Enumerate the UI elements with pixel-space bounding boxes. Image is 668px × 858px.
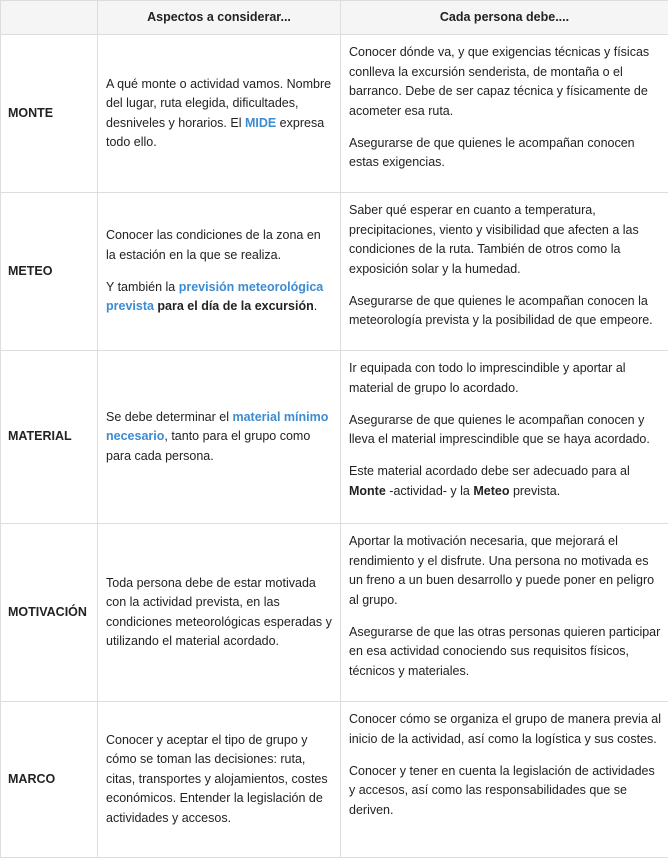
- aspect-cell-motivacion: Toda persona debe de estar motivada con la actividad prevista, en las condiciones meteorológicas esperadas y utilizando el material acordado.: [98, 524, 341, 702]
- aspect-paragraph: [106, 278, 333, 317]
- duty-cell-motivacion: [341, 524, 668, 702]
- table-row-monte: [1, 35, 668, 193]
- duty-paragraph: Conocer cómo se organiza el grupo de manera previa al inicio de la actividad, así como la logística y sus costes.: [349, 710, 661, 749]
- table-row-material: [1, 351, 668, 524]
- table-row-motivacion: [1, 524, 668, 702]
- aspect-cell-marco: Conocer y aceptar el tipo de grupo y cómo se toman las decisiones: ruta, citas, transportes y alojamientos, costes económicos. Entender la legislación de actividades y accesos.: [98, 702, 341, 858]
- weather-forecast-link[interactable]: previsión meteorológica prevista: [106, 280, 323, 314]
- table-header-row: [1, 1, 668, 35]
- aspect-text: , tanto para el grupo como para cada persona.: [106, 429, 310, 463]
- mide-link[interactable]: MIDE: [245, 116, 276, 130]
- row-label-monte: MONTE: [1, 35, 98, 193]
- duty-cell-meteo: [341, 193, 668, 351]
- aspect-cell-meteo: [98, 193, 341, 351]
- duty-paragraph: Conocer y tener en cuenta la legislación de actividades y accesos, así como las responsabilidades que se deriven.: [349, 762, 661, 821]
- aspect-cell-monte: [98, 35, 341, 193]
- duty-text: prevista.: [509, 484, 560, 498]
- duty-paragraph: Asegurarse de que quienes le acompañan conocen y lleva el material imprescindible que se haya acordado.: [349, 411, 661, 450]
- duty-text: Este material acordado debe ser adecuado para al: [349, 464, 630, 478]
- aspect-cell-material: [98, 351, 341, 524]
- duty-paragraph: [349, 462, 661, 501]
- duty-cell-monte: [341, 35, 668, 193]
- row-label-material: MATERIAL: [1, 351, 98, 524]
- duty-paragraph: Saber qué esperar en cuanto a temperatura, precipitaciones, viento y visibilidad que afecten a las condiciones de la ruta. También de otros como la exposición solar y la humedad.: [349, 201, 661, 279]
- duty-paragraph: Ir equipada con todo lo imprescindible y aportar al material de grupo lo acordado.: [349, 359, 661, 398]
- row-label-motivacion: MOTIVACIÓN: [1, 524, 98, 702]
- aspect-bold-text: para el día de la excursión: [154, 299, 314, 313]
- aspect-text: .: [314, 299, 317, 313]
- duty-paragraph: Asegurarse de que quienes le acompañan conocen estas exigencias.: [349, 134, 661, 173]
- table-row-marco: [1, 702, 668, 858]
- header-empty-cell: [1, 1, 98, 35]
- aspect-text: A qué monte o actividad vamos. Nombre del lugar, ruta elegida, dificultades, desniveles y horarios. El: [106, 77, 331, 130]
- aspect-text: Y también la: [106, 280, 179, 294]
- duty-bold-monte: Monte: [349, 484, 386, 498]
- minimum-material-link[interactable]: material mínimo necesario: [106, 410, 328, 444]
- duty-text: -actividad- y la: [386, 484, 474, 498]
- duty-paragraph: Asegurarse de que las otras personas quieren participar en esa actividad conociendo sus requisitos físicos, técnicos y materiales.: [349, 623, 661, 682]
- duty-cell-material: [341, 351, 668, 524]
- duty-paragraph: Conocer dónde va, y que exigencias técnicas y físicas conlleva la excursión senderista, de montaña o el barranco. Debe de ser capaz técnica y físicamente de acometer esa ruta.: [349, 43, 661, 121]
- row-label-marco: MARCO: [1, 702, 98, 858]
- duty-paragraph: Asegurarse de que quienes le acompañan conocen la meteorología prevista y la posibilidad de que empeore.: [349, 292, 661, 331]
- row-label-meteo: METEO: [1, 193, 98, 351]
- aspect-paragraph: Conocer las condiciones de la zona en la estación en la que se realiza.: [106, 226, 333, 265]
- duty-cell-marco: [341, 702, 668, 858]
- duty-bold-meteo: Meteo: [473, 484, 509, 498]
- header-aspects: Aspectos a considerar...: [98, 1, 341, 35]
- aspect-text: expresa todo ello.: [106, 116, 324, 150]
- table-row-meteo: [1, 193, 668, 351]
- aspect-text: Se debe determinar el: [106, 410, 232, 424]
- duty-paragraph: Aportar la motivación necesaria, que mejorará el rendimiento y el disfrute. Una persona no motivada es un freno a un buen desarrollo y puede poner en peligro al grupo.: [349, 532, 661, 610]
- header-duties: Cada persona debe....: [341, 1, 668, 35]
